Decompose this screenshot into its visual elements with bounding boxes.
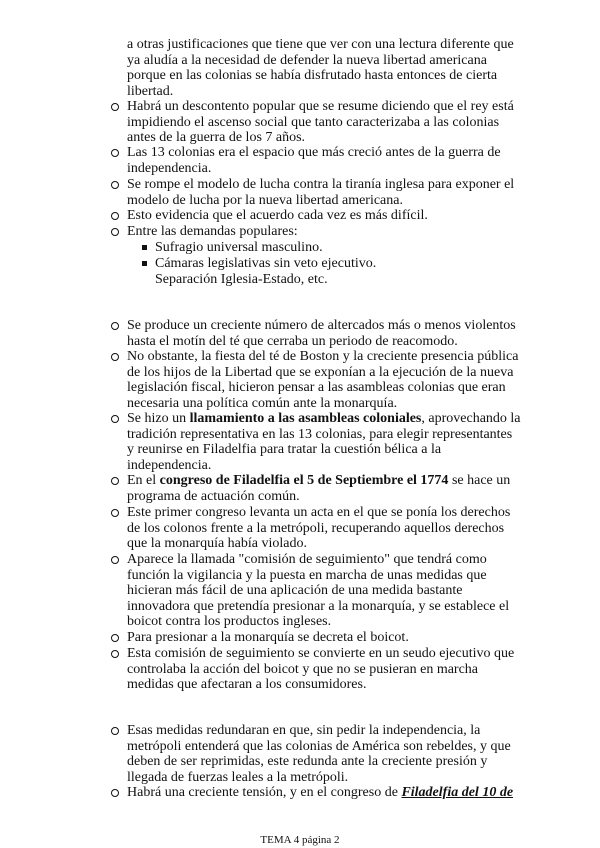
hollow-bullet-icon bbox=[111, 415, 119, 423]
hollow-bullet-icon bbox=[111, 212, 119, 220]
sub-list-continuation: Separación Iglesia-Estado, etc. bbox=[155, 272, 328, 287]
sub-list-item bbox=[155, 256, 515, 272]
text-run: Habrá una creciente tensión, y en el congreso de bbox=[127, 785, 402, 800]
text-run: , aprovechando la tradición representativa en las 13 colonias, para elegir representantes y reunirse en Filadelfia para tratar la cuestión bélica a la independencia. bbox=[127, 411, 521, 473]
list-item-text: No obstante, la fiesta del té de Boston y la creciente presencia pública de los hijos de la Libertad que se exponían a la ejecución de la nueva legislación fiscal, hicieron pensar a las asambleas colonias que eran necesaria una política común ante la monarquía. bbox=[127, 349, 519, 411]
list-item-text: Se produce un creciente número de altercados más o menos violentos hasta el motín del té que cerraba un periodo de reacomodo. bbox=[127, 318, 516, 349]
underlined-emphasis: Filadelfia del 10 de bbox=[401, 785, 514, 800]
list-item-text: Las 13 colonias era el espacio que más creció antes de la guerra de independencia. bbox=[127, 145, 501, 176]
page-footer: TEMA 4 página 2 bbox=[260, 834, 340, 846]
square-bullet-icon bbox=[142, 245, 147, 250]
square-bullet-icon bbox=[142, 261, 147, 266]
list-item bbox=[127, 224, 522, 240]
list-item bbox=[127, 349, 522, 411]
hollow-bullet-icon bbox=[111, 103, 119, 111]
hollow-bullet-icon bbox=[111, 727, 119, 735]
hollow-bullet-icon bbox=[111, 634, 119, 642]
sub-list-item bbox=[155, 240, 515, 256]
list-item-text: Entre las demandas populares: bbox=[127, 224, 298, 239]
hollow-bullet-icon bbox=[111, 149, 119, 157]
list-item-text bbox=[127, 473, 510, 504]
sub-list-item-text: Sufragio universal masculino. bbox=[155, 240, 323, 255]
hollow-bullet-icon bbox=[111, 477, 119, 485]
list-item-text: Esta comisión de seguimiento se convierte en un seudo ejecutivo que controlaba la acción del boicot y que no se pusieran en marcha medidas que afectaran a los consumidores. bbox=[127, 646, 515, 692]
sub-list-item-text: Cámaras legislativas sin veto ejecutivo. bbox=[155, 256, 377, 271]
text-run: Se hizo un bbox=[127, 411, 190, 426]
list-item bbox=[127, 473, 522, 504]
list-item bbox=[127, 99, 522, 146]
hollow-bullet-icon bbox=[111, 322, 119, 330]
list-item-text bbox=[127, 411, 521, 473]
list-item bbox=[127, 318, 522, 349]
list-item bbox=[127, 723, 522, 785]
list-item bbox=[127, 177, 522, 208]
list-item-text: Este primer congreso levanta un acta en el que se ponía los derechos de los colonos frente a la metrópoli, recuperando aquellos derechos que la monarquía había violado. bbox=[127, 505, 511, 551]
bold-text: llamamiento a las asambleas coloniales bbox=[189, 411, 422, 426]
list-item bbox=[127, 208, 522, 224]
list-item bbox=[127, 646, 522, 693]
list-item-text: Aparece la llamada "comisión de seguimiento" que tendrá como función la vigilancia y la puesta en marcha de unas medidas que hicieran más fácil de una aplicación de una medida bastante innovadora que pretendía presionar a la monarquía, y se establece el boicot contra los productos ingleses. bbox=[127, 552, 510, 629]
hollow-bullet-icon bbox=[111, 789, 119, 797]
list-item bbox=[127, 552, 522, 630]
hollow-bullet-icon bbox=[111, 650, 119, 658]
list-item bbox=[127, 630, 522, 646]
hollow-bullet-icon bbox=[111, 556, 119, 564]
continuation-paragraph: a otras justificaciones que tiene que ver con una lectura diferente que ya aludía a la necesidad de defender la nueva libertad americana porque en las colonias se había disfrutado hasta entonces de cierta libertad. bbox=[127, 37, 514, 99]
list-item-text: Esas medidas redundaran en que, sin pedir la independencia, la metrópoli entenderá que las colonias de América son rebeldes, y que deben de ser reprimidas, este redunda ante la creciente presión y llegada de fuerzas leales a la metrópoli. bbox=[127, 723, 511, 785]
bold-text: congreso de Filadelfia el 5 de Septiembre el 1774 bbox=[159, 473, 449, 488]
hollow-bullet-icon bbox=[111, 509, 119, 517]
list-item-text bbox=[127, 785, 513, 800]
list-item-text: Para presionar a la monarquía se decreta el boicot. bbox=[127, 630, 409, 645]
list-item bbox=[127, 785, 522, 801]
list-item bbox=[127, 145, 522, 176]
text-run: se hace un programa de actuación común. bbox=[127, 473, 511, 504]
hollow-bullet-icon bbox=[111, 228, 119, 236]
list-item bbox=[127, 411, 522, 473]
text-run: En el bbox=[127, 473, 160, 488]
list-item-text: Se rompe el modelo de lucha contra la tiranía inglesa para exponer el modelo de lucha por la nueva libertad americana. bbox=[127, 177, 515, 208]
list-item bbox=[127, 505, 522, 552]
hollow-bullet-icon bbox=[111, 181, 119, 189]
hollow-bullet-icon bbox=[111, 353, 119, 361]
list-item-text: Esto evidencia que el acuerdo cada vez es más difícil. bbox=[127, 208, 428, 223]
list-item-text: Habrá un descontento popular que se resume diciendo que el rey está impidiendo el ascenso social que tanto caracterizaba a las colonias antes de la guerra de los 7 años. bbox=[127, 99, 514, 145]
